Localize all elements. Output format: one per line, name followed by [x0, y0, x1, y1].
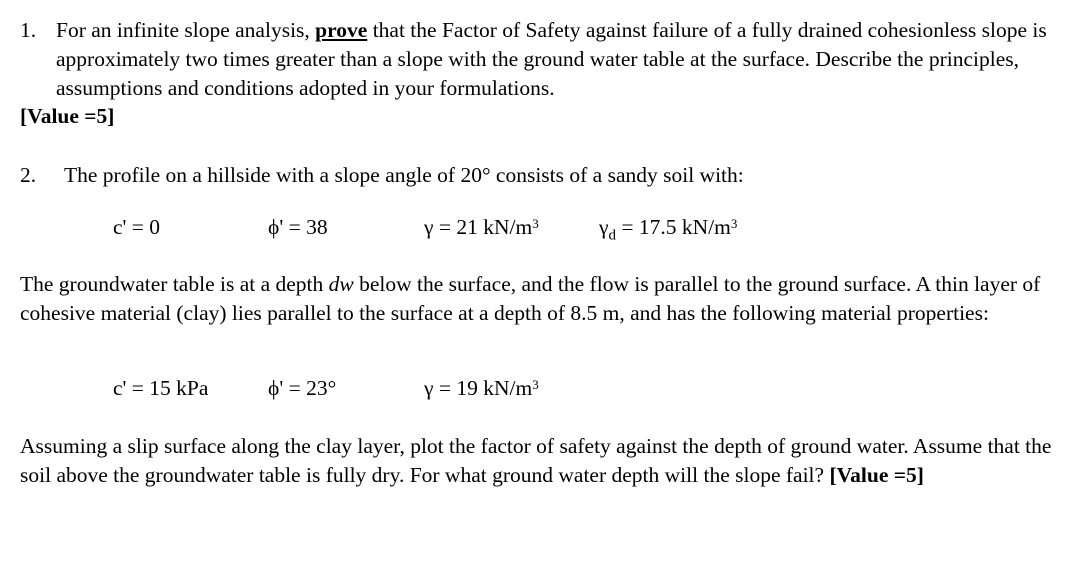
- clay-unit-weight: γ = 19 $kN/m^3$: [424, 376, 539, 400]
- question-1-number: 1.: [20, 18, 37, 42]
- question-2-value: [Value =5]: [829, 463, 924, 487]
- clay-cohesion: c' = 15 kPa: [113, 376, 209, 400]
- clay-friction-angle: ϕ' = 23°: [268, 376, 337, 400]
- clay-properties-row: [0, 374, 1074, 403]
- q1-text-after: that the Factor of Safety against failure of a fully drained cohesionless slope is approximately two times greater than a slope with the ground water table at the surface. Describe the principles, assumptions and conditions adopted in your formulations.: [56, 18, 1047, 100]
- soil-friction-angle: ϕ' = 38: [268, 215, 328, 239]
- slip-surface-paragraph: Assuming a slip surface along the clay layer, plot the factor of safety against the depth of ground water. Assume that the soil above the groundwater table is fully dry. For what ground water depth will the slope fail? [Value =5]: [20, 434, 1052, 487]
- question-2-intro-text: The profile on a hillside with a slope angle of 20° consists of a sandy soil with:: [64, 163, 744, 187]
- soil-unit-weight: γ = 21 $kN/m^3$: [424, 215, 539, 239]
- question-1: [20, 16, 1060, 103]
- question-2-intro: [20, 161, 744, 190]
- soil-dry-unit-weight: $\gamma_d = 17.5$ $kN/m^3$: [599, 215, 738, 244]
- q1-text-before: For an infinite slope analysis,: [56, 18, 316, 42]
- question-1-text: [56, 16, 1060, 103]
- question-2-number: 2.: [20, 163, 37, 187]
- groundwater-paragraph: The groundwater table is at a depth dw below the surface, and the flow is parallel to the ground surface. A thin layer of cohesive material (clay) lies parallel to the surface at a depth of 8.5 m, and has the following material properties:: [20, 272, 1041, 325]
- soil-properties-row: [0, 213, 1074, 242]
- q1-prove-word: prove: [315, 18, 368, 42]
- dw-symbol: dw: [328, 272, 354, 296]
- soil-cohesion: c' = 0: [113, 215, 161, 239]
- question-1-value: [Value =5]: [20, 104, 115, 128]
